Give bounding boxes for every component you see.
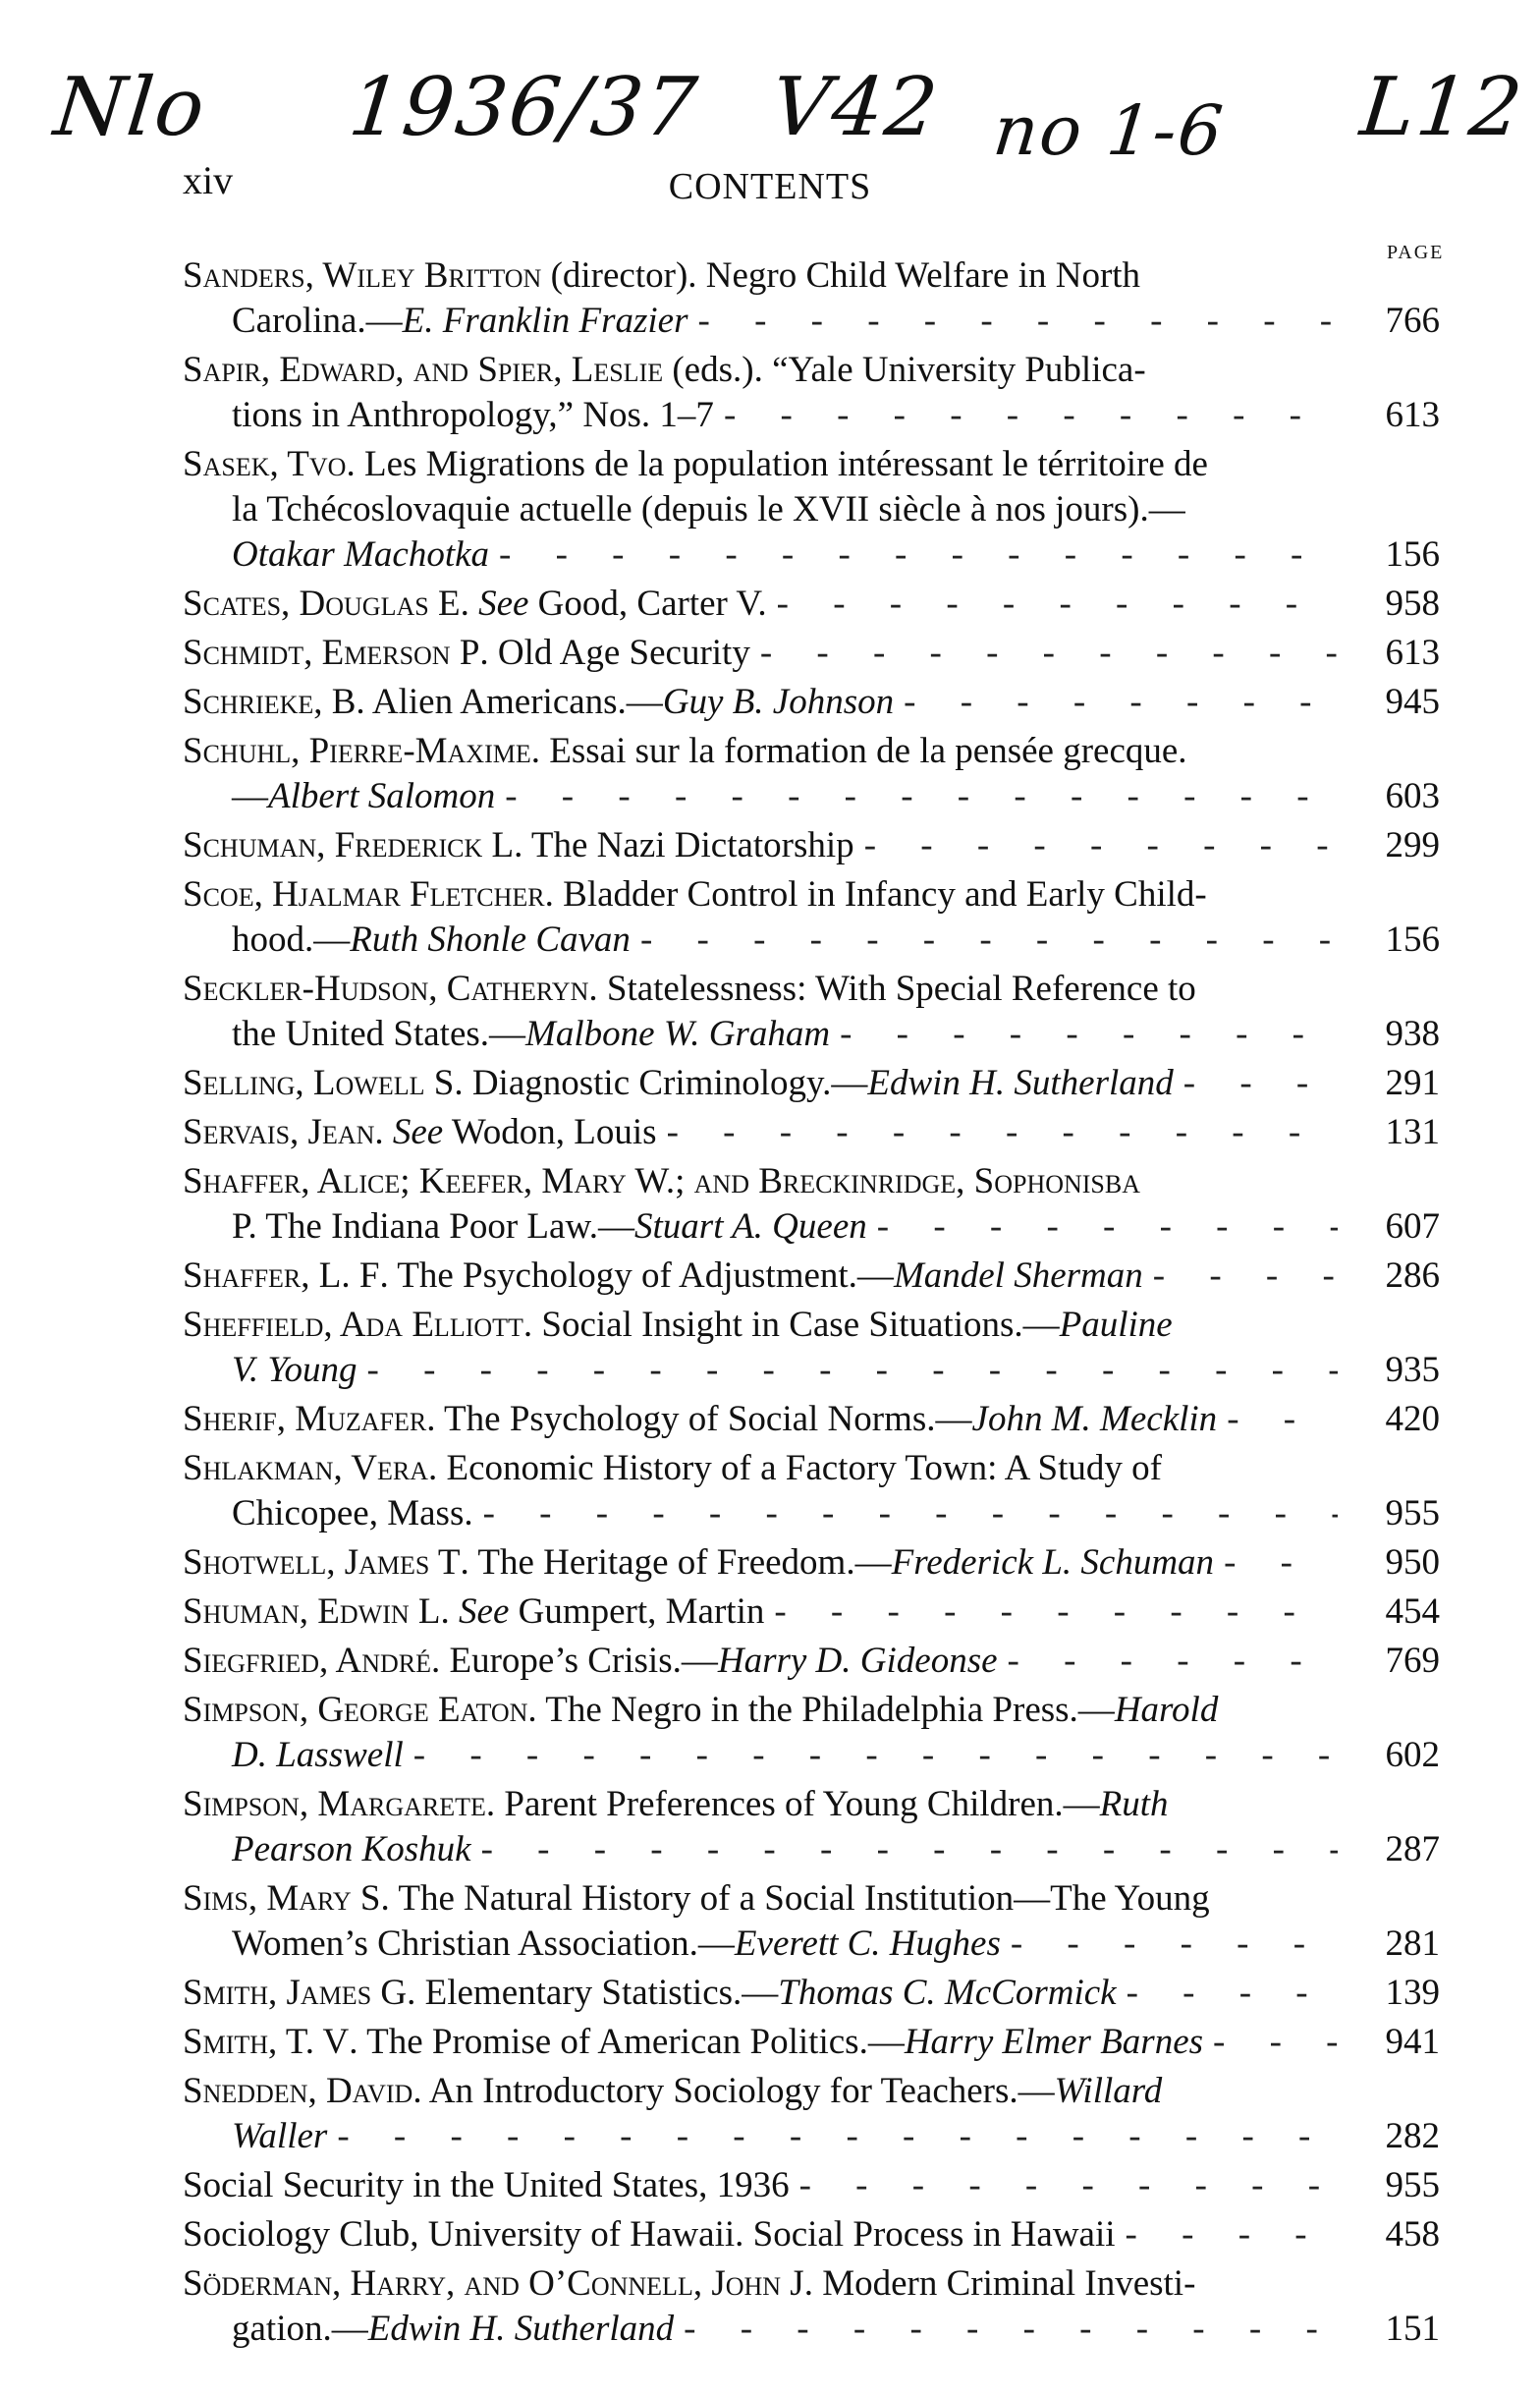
italic-text: Stuart A. Queen — [634, 1206, 867, 1247]
contents-entry — [183, 253, 1440, 344]
entry-line — [183, 1688, 1338, 1733]
italic-text: E. Franklin Frazier — [402, 301, 688, 341]
contents-entry — [183, 348, 1440, 438]
entry-segment: the United States.— — [232, 1014, 526, 1054]
entry-line — [183, 393, 1338, 438]
entry-line — [183, 487, 1338, 532]
contents-entry — [183, 1110, 1440, 1155]
entry-text — [183, 1639, 1338, 1684]
entry-line — [183, 1639, 1338, 1684]
page-number: xiv — [183, 158, 234, 202]
dot-leader — [481, 1827, 1338, 1872]
page-reference: 613 — [1385, 633, 1440, 673]
contents-entry — [183, 2261, 1440, 2352]
entry-segment: . The Nazi Dictatorship — [514, 825, 854, 865]
entry-segment: hood.— — [232, 920, 351, 960]
italic-text: Guy B. Johnson — [662, 682, 895, 722]
page-reference: 287 — [1385, 1829, 1440, 1869]
dot-leader — [640, 918, 1338, 963]
dot-leader — [864, 823, 1338, 868]
author-name: Scates, Douglas E — [183, 584, 461, 624]
italic-text: John M. Mecklin — [971, 1399, 1218, 1439]
dot-leader — [904, 680, 1338, 725]
author-name: Shotwell, James T — [183, 1542, 461, 1583]
page-reference: 955 — [1385, 1493, 1440, 1533]
page-reference: 941 — [1385, 2022, 1440, 2062]
entry-line — [183, 299, 1338, 344]
entry-text — [183, 729, 1338, 819]
entry-segment: Gumpert, Martin — [509, 1591, 765, 1632]
entry-line — [183, 967, 1338, 1012]
contents-entry — [183, 2212, 1440, 2258]
contents-entry — [183, 823, 1440, 868]
italic-text: D. Lasswell — [232, 1735, 404, 1775]
author-name: Shuman, Edwin L — [183, 1591, 441, 1632]
contents-entry — [183, 729, 1440, 819]
italic-text: Edwin H. Sutherland — [367, 2309, 675, 2349]
dot-leader — [1213, 2020, 1338, 2065]
dot-leader — [799, 2163, 1338, 2208]
page-reference: 131 — [1385, 1112, 1440, 1152]
author-name: Shlakman, Vera — [183, 1448, 429, 1488]
dot-leader — [777, 582, 1338, 627]
page-reference: 958 — [1385, 584, 1440, 624]
dot-leader — [1008, 1639, 1338, 1684]
entry-line — [183, 823, 1338, 868]
italic-text: Mandel Sherman — [893, 1255, 1143, 1296]
contents-entry — [183, 1397, 1440, 1442]
entry-line — [183, 872, 1338, 918]
entry-line — [183, 2163, 1338, 2208]
contents-entry — [183, 1589, 1440, 1635]
author-name: Sheffield, Ada Elliott — [183, 1305, 523, 1345]
dot-leader — [774, 1589, 1338, 1635]
page-reference: 454 — [1385, 1591, 1440, 1632]
italic-text: Harry D. Gideonse — [717, 1641, 998, 1681]
author-name: Smith, James G — [183, 1973, 408, 2013]
entry-segment: — — [232, 776, 268, 816]
entry-segment: . Economic History of a Factory Town: A Study of — [428, 1448, 1162, 1488]
entry-segment: . Modern Criminal Investi- — [803, 2263, 1196, 2304]
entry-segment: gation.— — [232, 2309, 368, 2349]
contents-entry — [183, 1254, 1440, 1299]
entry-line — [183, 1540, 1338, 1586]
annotation-numbers: no 1-6 — [989, 90, 1229, 171]
dot-leader — [505, 774, 1338, 819]
entry-text — [183, 967, 1338, 1057]
dot-leader — [499, 532, 1338, 578]
entry-line — [183, 1827, 1338, 1872]
contents-entry — [183, 872, 1440, 963]
author-name: Sasek, Tvo — [183, 444, 347, 484]
dot-leader — [667, 1110, 1338, 1155]
entry-segment: . — [460, 584, 479, 624]
annotation-years: 1936/37 — [345, 61, 703, 154]
entry-line — [183, 729, 1338, 774]
entry-text — [183, 1971, 1338, 2016]
entry-line — [183, 1971, 1338, 2016]
entry-text — [183, 253, 1338, 344]
entry-segment: . Social Insight in Case Situations.— — [522, 1305, 1060, 1345]
entry-line — [183, 2261, 1338, 2307]
entry-line — [183, 1876, 1338, 1922]
page-reference: 769 — [1385, 1641, 1440, 1681]
entry-line — [183, 774, 1338, 819]
italic-text: Pauline — [1059, 1305, 1173, 1345]
page-reference: 286 — [1385, 1255, 1440, 1296]
entry-segment: Sociology Club, University of Hawaii. Social Process in Hawaii — [183, 2214, 1116, 2255]
contents-entry — [183, 680, 1440, 725]
entry-segment: . Europe’s Crisis.— — [430, 1641, 718, 1681]
page-reference: 139 — [1385, 1973, 1440, 2013]
entry-segment: . Alien Americans.— — [356, 682, 663, 722]
entry-segment: P. The Indiana Poor Law.— — [232, 1206, 635, 1247]
author-name: Söderman, Harry, and O’Connell, John J — [183, 2263, 804, 2304]
page-reference: 613 — [1385, 395, 1440, 435]
italic-text: Albert Salomon — [268, 776, 496, 816]
entry-text — [183, 680, 1338, 725]
entry-line — [183, 631, 1338, 676]
author-name: Selling, Lowell S — [183, 1063, 455, 1103]
entry-segment: . Diagnostic Criminology.— — [454, 1063, 868, 1103]
italic-text: Ruth Shonle Cavan — [350, 920, 631, 960]
annotation-code: Nlo — [50, 61, 211, 154]
entry-segment: (eds.). “Yale University Publica- — [663, 350, 1146, 390]
author-name: Scoe, Hjalmar Fletcher — [183, 874, 545, 915]
entry-line — [183, 1012, 1338, 1057]
contents-entry — [183, 582, 1440, 627]
dot-leader — [1011, 1922, 1338, 1967]
entry-text — [183, 1446, 1338, 1536]
entry-segment: (director). Negro Child Welfare in North — [541, 255, 1141, 296]
entry-text — [183, 348, 1338, 438]
dot-leader — [483, 1491, 1338, 1536]
italic-text: See — [459, 1591, 510, 1632]
entry-line — [183, 1303, 1338, 1348]
page-reference: 766 — [1385, 301, 1440, 341]
dot-leader — [367, 1348, 1338, 1393]
page-reference: 950 — [1385, 1542, 1440, 1583]
contents-entry — [183, 1061, 1440, 1106]
contents-entry — [183, 1782, 1440, 1872]
entry-text — [183, 2163, 1338, 2208]
entry-line — [183, 2020, 1338, 2065]
entry-text — [183, 1254, 1338, 1299]
author-name: Schuhl, Pierre-Maxime — [183, 731, 531, 771]
entry-text — [183, 1540, 1338, 1586]
contents-entry — [183, 442, 1440, 578]
entry-line — [183, 1397, 1338, 1442]
entry-text — [183, 872, 1338, 963]
italic-text: Harry Elmer Barnes — [904, 2022, 1204, 2062]
entry-line — [183, 1446, 1338, 1491]
entry-text — [183, 631, 1338, 676]
entry-line — [183, 2069, 1338, 2114]
contents-entry — [183, 1876, 1440, 1967]
entry-segment: . An Introductory Sociology for Teachers.— — [412, 2071, 1055, 2111]
entry-line — [183, 680, 1338, 725]
page-column-label: PAGE — [1387, 242, 1445, 263]
dot-leader — [840, 1012, 1338, 1057]
dot-leader — [1127, 1971, 1338, 2016]
contents-entry — [183, 1688, 1440, 1778]
author-name: Smith, T. V — [183, 2022, 350, 2062]
page-reference: 156 — [1385, 920, 1440, 960]
entry-line — [183, 2114, 1338, 2159]
author-name: Sanders, Wiley Britton — [183, 255, 542, 296]
entry-segment: . Les Migrations de la population intéressant le térritoire de — [346, 444, 1208, 484]
contents-entry — [183, 1446, 1440, 1536]
entry-text — [183, 1061, 1338, 1106]
author-name: Snedden, David — [183, 2071, 413, 2111]
entry-segment: . Essai sur la formation de la pensée grecque. — [530, 731, 1187, 771]
contents-entry — [183, 2020, 1440, 2065]
entry-line — [183, 918, 1338, 963]
italic-text: Everett C. Hughes — [734, 1923, 1001, 1964]
entry-text — [183, 2020, 1338, 2065]
italic-text: See — [392, 1112, 444, 1152]
page-reference: 935 — [1385, 1350, 1440, 1390]
entry-line — [183, 1589, 1338, 1635]
italic-text: Thomas C. McCormick — [778, 1973, 1117, 2013]
entry-segment: Wodon, Louis — [443, 1112, 657, 1152]
italic-text: Willard — [1054, 2071, 1163, 2111]
page-reference: 607 — [1385, 1206, 1440, 1247]
entry-text — [183, 582, 1338, 627]
entry-text — [183, 1688, 1338, 1778]
entry-line — [183, 1204, 1338, 1250]
page-reference: 151 — [1385, 2309, 1440, 2349]
contents-entry — [183, 1303, 1440, 1393]
entry-line — [183, 2307, 1338, 2352]
entry-line — [183, 582, 1338, 627]
entry-text — [183, 1303, 1338, 1393]
entry-text — [183, 2261, 1338, 2352]
dot-leader — [760, 631, 1338, 676]
entry-segment: la Tchécoslovaquie actuelle (depuis le XVII siècle à nos jours).— — [232, 489, 1185, 530]
author-name: Shaffer, Alice; Keefer, Mary W.; and Breckinridge, Sophonisba — [183, 1161, 1141, 1201]
author-name: Sims, Mary S — [183, 1878, 381, 1919]
entry-segment: . — [440, 1591, 460, 1632]
entry-segment: Chicopee, Mass. — [232, 1493, 473, 1533]
entry-text — [183, 442, 1338, 578]
page-reference: 420 — [1385, 1399, 1440, 1439]
contents-entry — [183, 1159, 1440, 1250]
dot-leader — [413, 1733, 1338, 1778]
author-name: Seckler-Hudson, Catheryn — [183, 969, 589, 1009]
entry-segment: . Elementary Statistics.— — [407, 1973, 779, 2013]
entry-line — [183, 1922, 1338, 1967]
author-name: Schrieke, B — [183, 682, 357, 722]
page-reference: 938 — [1385, 1014, 1440, 1054]
entry-text — [183, 1589, 1338, 1635]
contents-entry — [183, 1540, 1440, 1586]
italic-text: Waller — [232, 2116, 328, 2156]
dot-leader — [1183, 1061, 1338, 1106]
entry-line — [183, 1733, 1338, 1778]
italic-text: Frederick L. Schuman — [891, 1542, 1215, 1583]
italic-text: V. Young — [232, 1350, 358, 1390]
dot-leader — [698, 299, 1339, 344]
entry-line — [183, 2212, 1338, 2258]
contents-entry — [183, 2069, 1440, 2159]
entry-line — [183, 348, 1338, 393]
page-reference: 603 — [1385, 776, 1440, 816]
italic-text: Malbone W. Graham — [525, 1014, 831, 1054]
entry-segment: . The Negro in the Philadelphia Press.— — [527, 1690, 1115, 1730]
entry-segment: . Statelessness: With Special Reference to — [588, 969, 1196, 1009]
page-reference: 281 — [1385, 1923, 1440, 1964]
entry-line — [183, 1061, 1338, 1106]
dot-leader — [1224, 1540, 1338, 1586]
dot-leader — [337, 2114, 1338, 2159]
author-name: Sapir, Edward, and Spier, Leslie — [183, 350, 664, 390]
italic-text: Otakar Machotka — [232, 534, 490, 575]
entry-line — [183, 1782, 1338, 1827]
entry-segment: . Parent Preferences of Young Children.— — [485, 1784, 1100, 1824]
author-name: Simpson, Margarete — [183, 1784, 486, 1824]
entry-text — [183, 1876, 1338, 1967]
page-reference: 602 — [1385, 1735, 1440, 1775]
page-reference: 282 — [1385, 2116, 1440, 2156]
entry-text — [183, 1110, 1338, 1155]
author-name: Sherif, Muzafer — [183, 1399, 427, 1439]
italic-text: See — [478, 584, 529, 624]
author-name: Servais, Jean — [183, 1112, 375, 1152]
page-reference: 955 — [1385, 2165, 1440, 2205]
contents-list — [183, 253, 1440, 2356]
entry-segment: Social Security in the United States, 1936 — [183, 2165, 790, 2205]
dot-leader — [1126, 2212, 1338, 2258]
contents-entry — [183, 631, 1440, 676]
page-reference: 291 — [1385, 1063, 1440, 1103]
entry-segment: . The Natural History of a Social Institution—The Young — [380, 1878, 1210, 1919]
contents-entry — [183, 2163, 1440, 2208]
italic-text: Harold — [1114, 1690, 1219, 1730]
page-reference: 156 — [1385, 534, 1440, 575]
entry-line — [183, 1254, 1338, 1299]
entry-line — [183, 532, 1338, 578]
entry-segment: . The Psychology of Social Norms.— — [426, 1399, 972, 1439]
entry-segment: . — [374, 1112, 393, 1152]
author-name: Schmidt, Emerson P — [183, 633, 480, 673]
entry-segment: . The Heritage of Freedom.— — [460, 1542, 892, 1583]
entry-segment: . Old Age Security — [479, 633, 750, 673]
dot-leader — [724, 393, 1338, 438]
page-reference: 458 — [1385, 2214, 1440, 2255]
dot-leader — [1153, 1254, 1338, 1299]
dot-leader — [684, 2307, 1338, 2352]
page-reference: 299 — [1385, 825, 1440, 865]
dot-leader — [877, 1204, 1338, 1250]
entry-line — [183, 442, 1338, 487]
entry-line — [183, 1491, 1338, 1536]
author-name: Shaffer, L. F — [183, 1255, 380, 1296]
entry-segment: . The Psychology of Adjustment.— — [379, 1255, 894, 1296]
entry-segment: Carolina.— — [232, 301, 403, 341]
italic-text: Edwin H. Sutherland — [867, 1063, 1174, 1103]
annotation-shelf: L12 — [1356, 61, 1528, 154]
entry-text — [183, 1159, 1338, 1250]
author-name: Simpson, George Eaton — [183, 1690, 528, 1730]
dot-leader — [1227, 1397, 1338, 1442]
entry-segment: . Bladder Control in Infancy and Early Child- — [544, 874, 1207, 915]
italic-text: Ruth — [1099, 1784, 1169, 1824]
entry-text — [183, 1782, 1338, 1872]
entry-text — [183, 823, 1338, 868]
entry-text — [183, 1397, 1338, 1442]
entry-segment: Good, Carter V. — [528, 584, 767, 624]
author-name: Siegfried, André — [183, 1641, 431, 1681]
entry-line — [183, 1110, 1338, 1155]
entry-line — [183, 1159, 1338, 1204]
annotation-volume: V42 — [767, 61, 944, 154]
entry-segment: tions in Anthropology,” Nos. 1–7 — [232, 395, 714, 435]
page-title: CONTENTS — [668, 166, 872, 207]
page-reference: 945 — [1385, 682, 1440, 722]
author-name: Schuman, Frederick L — [183, 825, 515, 865]
entry-line — [183, 253, 1338, 299]
entry-text — [183, 2069, 1338, 2159]
contents-entry — [183, 967, 1440, 1057]
contents-entry — [183, 1971, 1440, 2016]
italic-text: Pearson Koshuk — [232, 1829, 471, 1869]
entry-segment: Women’s Christian Association.— — [232, 1923, 735, 1964]
entry-segment: . The Promise of American Politics.— — [349, 2022, 905, 2062]
contents-entry — [183, 1639, 1440, 1684]
entry-line — [183, 1348, 1338, 1393]
entry-text — [183, 2212, 1338, 2258]
